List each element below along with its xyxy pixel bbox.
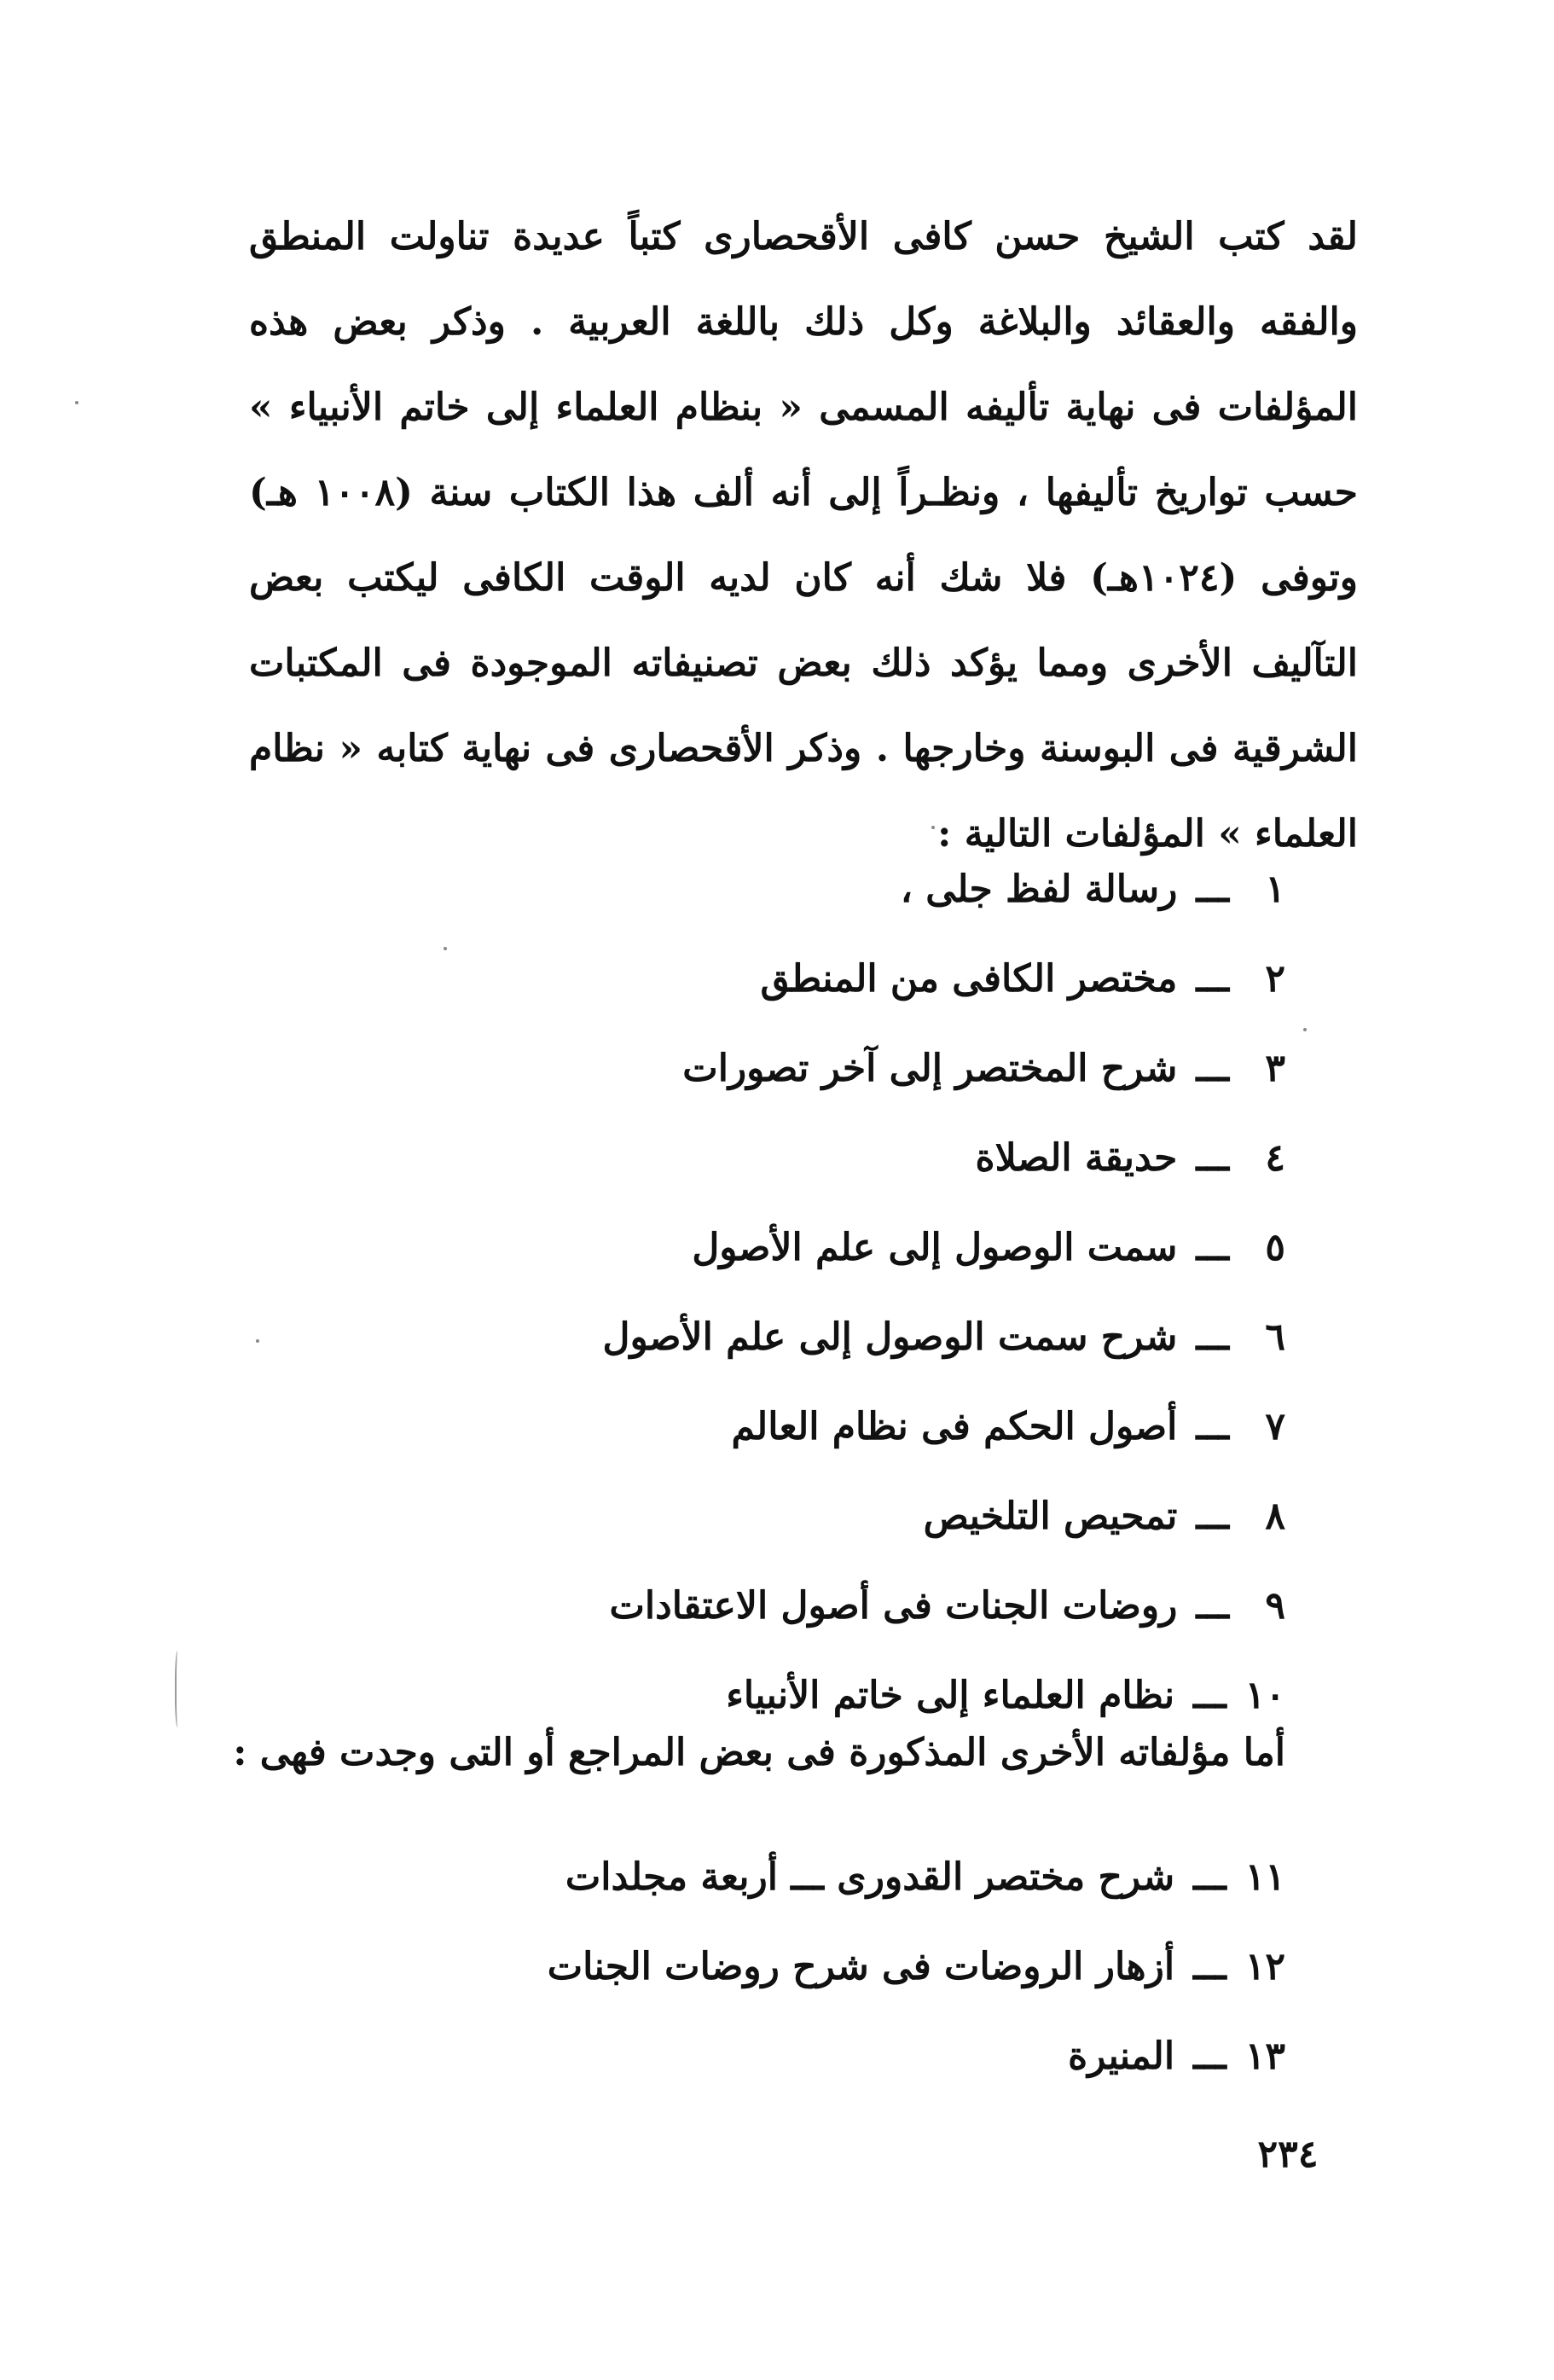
item-number: ٦ — [1265, 1315, 1285, 1359]
item-title: حديقة الصلاة — [975, 1136, 1178, 1180]
item-number: ٤ — [1265, 1136, 1285, 1180]
item-dash: ـــ — [1196, 1315, 1229, 1359]
list-item — [432, 1203, 1285, 1292]
item-number: ٢ — [1265, 957, 1285, 1001]
item-dash: ـــ — [1193, 1855, 1226, 1899]
list-item — [432, 1292, 1285, 1382]
item-title: المنيرة — [1068, 2035, 1175, 2078]
scan-speck — [1303, 1028, 1307, 1031]
item-number: ١٣ — [1244, 2035, 1285, 2078]
list-item — [432, 1561, 1285, 1651]
list-item — [432, 845, 1285, 934]
item-dash: ـــ — [1193, 2035, 1226, 2078]
item-dash: ـــ — [1193, 1945, 1226, 1988]
other-works-intro: أما مؤلفاته الأخرى المذكورة فى بعض المراجع أو التى وجدت فهى : — [233, 1731, 1285, 1774]
list-item — [432, 1832, 1285, 1922]
item-title: سمت الوصول إلى علم الأصول — [692, 1226, 1178, 1269]
page-number: ٢٣٤ — [1257, 2133, 1319, 2176]
other-works-list — [432, 1832, 1285, 2101]
item-number: ٥ — [1265, 1226, 1285, 1269]
list-item — [432, 1382, 1285, 1472]
scan-speck — [931, 826, 935, 829]
item-dash: ـــ — [1196, 1047, 1229, 1090]
item-number: ٨ — [1265, 1495, 1285, 1538]
list-item — [432, 1024, 1285, 1113]
item-dash: ـــ — [1196, 1136, 1229, 1180]
item-title: أصول الحكم فى نظام العالم — [731, 1405, 1178, 1448]
scan-speck — [444, 947, 447, 950]
scan-speck — [256, 1339, 259, 1343]
list-item — [432, 1113, 1285, 1203]
list-item — [432, 934, 1285, 1024]
scan-speck — [75, 401, 78, 404]
list-item — [432, 2011, 1285, 2101]
item-dash: ـــ — [1196, 1584, 1229, 1628]
item-title: شرح مختصر القدورى ـــ أربعة مجلدات — [565, 1855, 1175, 1899]
item-title: تمحيص التلخيص — [923, 1495, 1178, 1538]
item-dash: ـــ — [1196, 1405, 1229, 1448]
item-number: ١٢ — [1244, 1945, 1285, 1988]
item-title: رسالة لفظ جلى ، — [900, 868, 1178, 911]
item-number: ٧ — [1265, 1405, 1285, 1448]
works-list — [432, 845, 1285, 1740]
item-number: ٩ — [1265, 1584, 1285, 1628]
item-number: ١ — [1265, 868, 1285, 911]
scan-margin-mark — [175, 1651, 182, 1727]
item-dash: ـــ — [1193, 1674, 1226, 1717]
item-title: مختصر الكافى من المنطق — [760, 957, 1178, 1001]
item-title: شرح المختصر إلى آخر تصورات — [682, 1047, 1178, 1090]
item-dash: ـــ — [1196, 1226, 1229, 1269]
item-number: ١١ — [1244, 1855, 1285, 1899]
list-item — [432, 1472, 1285, 1561]
list-item — [432, 1922, 1285, 2011]
item-title: روضات الجنات فى أصول الاعتقادات — [609, 1584, 1178, 1628]
intro-paragraph-block — [249, 194, 1358, 877]
item-title: أزهار الروضات فى شرح روضات الجنات — [547, 1945, 1175, 1988]
item-title: شرح سمت الوصول إلى علم الأصول — [602, 1315, 1178, 1359]
item-dash: ـــ — [1196, 868, 1229, 911]
item-number: ١٠ — [1244, 1674, 1285, 1717]
intro-paragraph: لقد كتب الشيخ حسن كافى الأقحصارى كتباً عديدة تناولت المنطق والفقه والعقائد والبلاغة وكل ذلك باللغة العربية . وذكر بعض هذه المؤلفات فى نهاية تأليفه المسمى « بنظام العلماء إلى خاتم الأنبياء » حسب تواريخ تأليفها ، ونظـراً إلى أنه ألف هذا الكتاب سنة (١٠٠٨ هـ) وتوفى (١٠٢٤هـ) فلا شك أنه كان لديه الوقت الكافى ليكتب بعض التآليف الأخرى ومما يؤكد ذلك بعض تصنيفاته الموجودة فى المكتبات الشرقية فى البوسنة وخارجها . وذكر الأقحصارى فى نهاية كتابه « نظام العلماء » المؤلفات التالية : — [249, 215, 1359, 856]
item-number: ٣ — [1265, 1047, 1285, 1090]
item-dash: ـــ — [1196, 1495, 1229, 1538]
item-dash: ـــ — [1196, 957, 1229, 1001]
item-title: نظام العلماء إلى خاتم الأنبياء — [726, 1674, 1175, 1717]
